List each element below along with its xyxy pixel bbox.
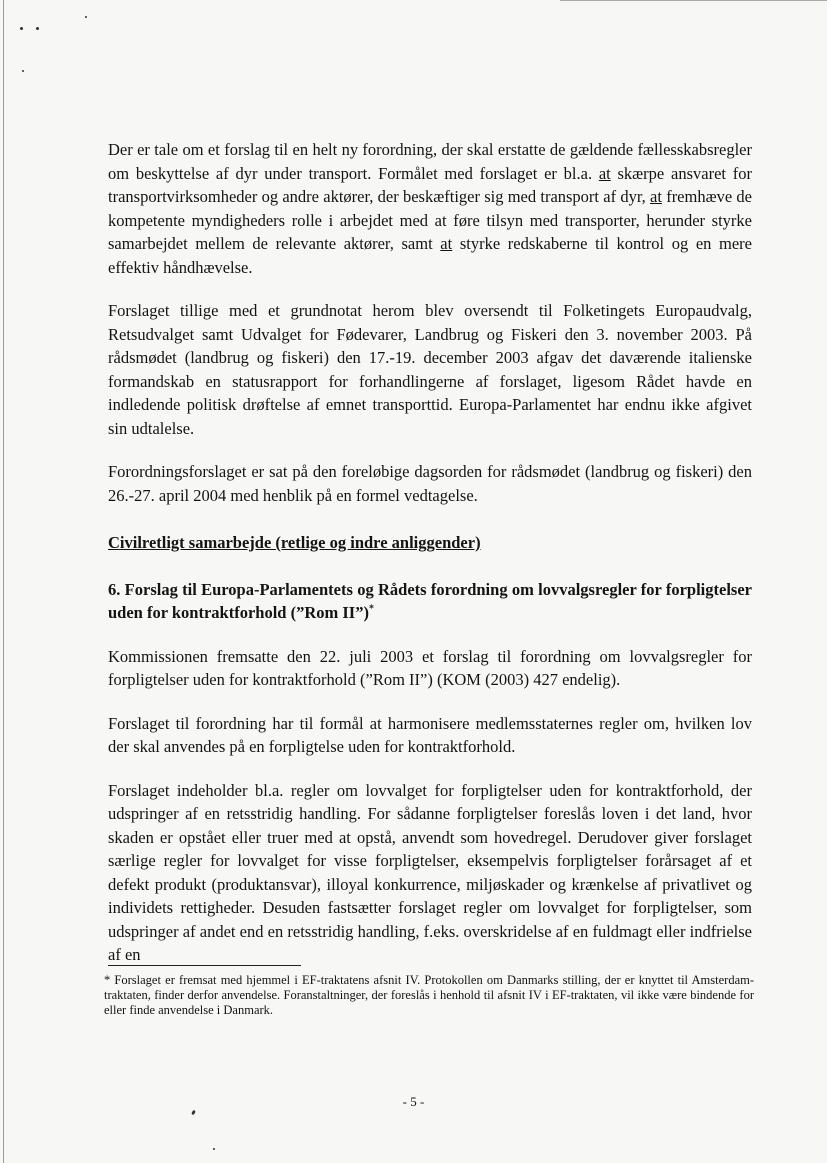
section-heading: Civilretligt samarbejde (retlige og indre anliggender) (108, 533, 481, 552)
paragraph-purpose: Forslaget til forordning har til formål at harmonisere medlemsstaternes regler om, hvilken lov der skal anvendes på en forpligtelse uden for kontraktforhold. (108, 713, 752, 756)
paragraph-contents: Forslaget indeholder bl.a. regler om lovvalget for forpligtelser uden for kontraktforhold, der udspringer af en retsstridig handling. For sådanne forpligtelser foreslås loven i det land, hvor skaden er opstået eller truer med at opstå, anvendt som hovedregel. Derudover giver forslaget særlige regler for lovvalget for visse forpligtelser, eksempelvis forpligtelser forårsaget af et defekt produkt (produktansvar), illoyal konkurrence, miljøskader og krænkelse af privatlivet og individets rettigheder. Desuden fastsætter forslaget regler om lovvalget for forpligtelser, som udspringer af andet end en retsstridig handling, f.eks. overskridelse af en fuldmagt eller indfrielse af en (108, 780, 752, 964)
scan-speck (85, 16, 87, 18)
scan-edge (3, 0, 4, 1163)
scan-top-line (560, 0, 827, 1)
paragraph-referral: Forslaget tillige med et grundnotat herom blev oversendt til Folketingets Europaudvalg, Retsudvalget samt Udvalget for Fødevarer, Landbrug og Fiskeri den 3. november 2003. På rådsmødet (landbrug og fiskeri) den 17.-19. december 2003 afgav det daværende italienske formandskab en statusrapport for forhandlingerne af forslaget, ligesom Rådet havde en indledende politisk drøftelse af emnet transporttid. Europa-Parlamentet har endnu ikke afgivet sin udtalelse. (108, 301, 752, 438)
scan-speck (191, 1110, 196, 1116)
body-text (108, 138, 752, 987)
paragraph-commission-proposal: Kommissionen fremsatte den 22. juli 2003 et forslag til forordning om lovvalgsregler for forpligtelser uden for kontraktforhold (”Rom II”) (KOM (2003) 427 endelig). (108, 646, 752, 689)
scan-speck (20, 27, 23, 30)
item-heading: 6. Forslag til Europa-Parlamentets og Rådets forordning om lovvalgsregler for forpligtelser uden for kontraktforhold (”Rom II”)* (108, 579, 752, 622)
paragraph-agenda: Forordningsforslaget er sat på den foreløbige dagsorden for rådsmødet (landbrug og fiskeri) den 26.-27. april 2004 med henblik på en formel vedtagelse. (108, 462, 752, 505)
scan-speck (213, 1148, 215, 1150)
scan-speck (36, 27, 39, 30)
paragraph-animal-transport: Der er tale om et forslag til en helt ny forordning, der skal erstatte de gældende fællesskabsregler om beskyttelse af dyr under transport. Formålet med forslaget er bl.a. at skærpe ansvaret for transportvirksomheder og andre aktører, der beskæftiger sig med transport af dyr, at fremhæve de kompetente myndigheders rolle i arbejdet med at føre tilsyn med transporter, herunder styrke samarbejdet mellem de relevante aktører, samt at styrke redskaberne til kontrol og en mere effektiv håndhævelse. (108, 140, 753, 277)
page-number: - 5 - (402, 1094, 425, 1109)
footnote-rule (108, 965, 301, 966)
footnote-marker: * (368, 603, 374, 615)
scan-speck (22, 70, 24, 72)
footnote: * Forslaget er fremsat med hjemmel i EF-traktatens afsnit IV. Protokollen om Danmarks stilling, der er knyttet til Amsterdam-traktaten, finder derfor anvendelse. Foranstaltninger, der foreslås i henhold til afsnit IV i EF-traktaten, vil ikke være bindende for eller finde anvendelse i Danmark. (104, 973, 754, 1017)
